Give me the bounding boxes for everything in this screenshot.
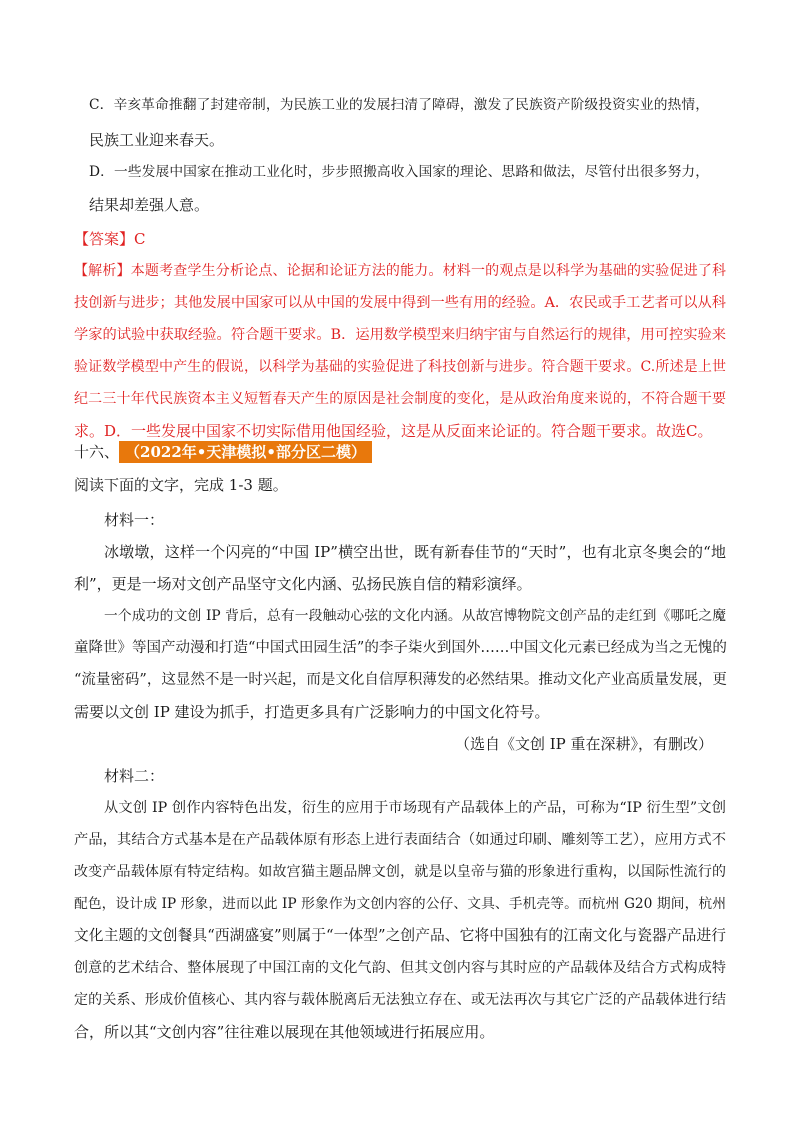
analysis-line-3: 学家的试验中获取经验。符合题干要求。B．运用数学模型来归纳宇宙与自然运行的规律，用可控实验来 [74, 327, 726, 343]
material-2-line-8: 合，所以其“文创内容”往往难以展现在其他领域进行拓展应用。 [74, 1023, 495, 1041]
analysis-tag: 【解析】 [74, 263, 131, 279]
material-2-line-6: 创意的艺术结合、整体展现了中国江南的文化气韵、但其文创内容与其时应的产品载体及结合方式构成特 [74, 960, 726, 976]
material-1-p1-line-1: 冰墩墩，这样一个闪亮的“中国 IP”横空出世，既有新春佳节的“天时”，也有北京冬奥会的“地 [104, 543, 726, 561]
material-2-line-7: 定的关系、形成价值核心、其内容与载体脱离后无法独立存在、或无法再次与其它广泛的产品载体进行结 [74, 992, 726, 1008]
material-1-p2-line-1: 一个成功的文创 IP 背后，总有一段触动心弦的文化内涵。从故宫博物院文创产品的走红到《哪吒之魔 [104, 608, 726, 624]
material-1-p2-line-3: “流量密码”，这显然不是一时兴起，而是文化自信厚积薄发的必然结果。推动文化产业高质量发展，更 [74, 672, 727, 688]
material-2-line-3: 改变产品载体原有特定结构。如故宫猫主题品牌文创，就是以皇帝与猫的形象进行重构，以国际性流行的 [74, 864, 726, 880]
material-2-line-4: 配色，设计成 IP 形象，进而以此 IP 形象作为文创内容的公仔、文具、手机壳等。而杭州 G20 期间，杭州 [74, 896, 726, 912]
question-instruction: 阅读下面的文字，完成 1-3 题。 [74, 476, 288, 494]
option-c-line-2: 民族工业迎来春天。 [89, 131, 225, 149]
option-d-line-2: 结果却差强人意。 [89, 196, 210, 214]
question-number: 十六、 [74, 443, 120, 461]
analysis-line-2: 技创新与进步；其他发展中国家可以从中国的发展中得到一些有用的经验。A．农民或手工艺者可以从科 [74, 295, 726, 311]
answer-line [74, 229, 146, 249]
material-2-line-1: 从文创 IP 创作内容特色出发，衍生的应用于市场现有产品载体上的产品，可称为“IP 衍生型”文创 [104, 800, 726, 816]
option-c-line-1: C．辛亥革命推翻了封建帝制，为民族工业的发展扫清了障碍，激发了民族资产阶级投资实业的热情， [89, 97, 709, 113]
material-1-source: （选自《文创 IP 重在深耕》，有删改） [454, 735, 713, 753]
question-16-header [74, 441, 372, 463]
question-source-badge: （2022年•天津模拟•部分区二模） [119, 441, 372, 463]
material-1-p2-line-2: 童降世》等国产动漫和打造“中国式田园生活”的李子柒火到国外……中国文化元素已经成为当之无愧的 [74, 640, 727, 656]
material-1-heading: 材料一： [104, 511, 165, 529]
material-2-line-5: 文化主题的文创餐具“西湖盛宴”则属于“一体型”之创产品、它将中国独有的江南文化与瓷器产品进行 [74, 927, 726, 944]
analysis-line-4: 验证数学模型中产生的假说，以科学为基础的实验促进了科技创新与进步。符合题干要求。C.所述是上世 [74, 359, 726, 375]
answer-value: C [134, 230, 146, 248]
answer-tag: 【答案】 [74, 230, 135, 248]
material-1-p1-line-2: 利”，更是一场对文创产品坚守文化内涵、弘扬民族自信的精彩演绎。 [74, 575, 532, 593]
option-d-line-1: D．一些发展中国家在推动工业化时，步步照搬高收入国家的理论、思路和做法，尽管付出很多努力， [89, 164, 709, 180]
material-2-heading: 材料二： [104, 767, 165, 785]
analysis-line-1 [74, 261, 726, 281]
analysis-line-5: 纪二三十年代民族资本主义短暂春天产生的原因是社会制度的变化，是从政治角度来说的，不符合题干要 [74, 391, 726, 407]
analysis-line-6: 求。D．一些发展中国家不切实际借用他国经验，这是从反面来论证的。符合题干要求。故选C。 [74, 422, 713, 440]
material-1-p2-line-4: 需要以文创 IP 建设为抓手，打造更多具有广泛影响力的中国文化符号。 [74, 703, 550, 721]
analysis-text-1: 本题考查学生分析论点、论据和论证方法的能力。材料一的观点是以科学为基础的实验促进了科 [130, 263, 727, 279]
material-2-line-2: 产品，其结合方式基本是在产品载体原有形态上进行表面结合（如通过印刷、雕刻等工艺），应用方式不 [74, 832, 726, 848]
